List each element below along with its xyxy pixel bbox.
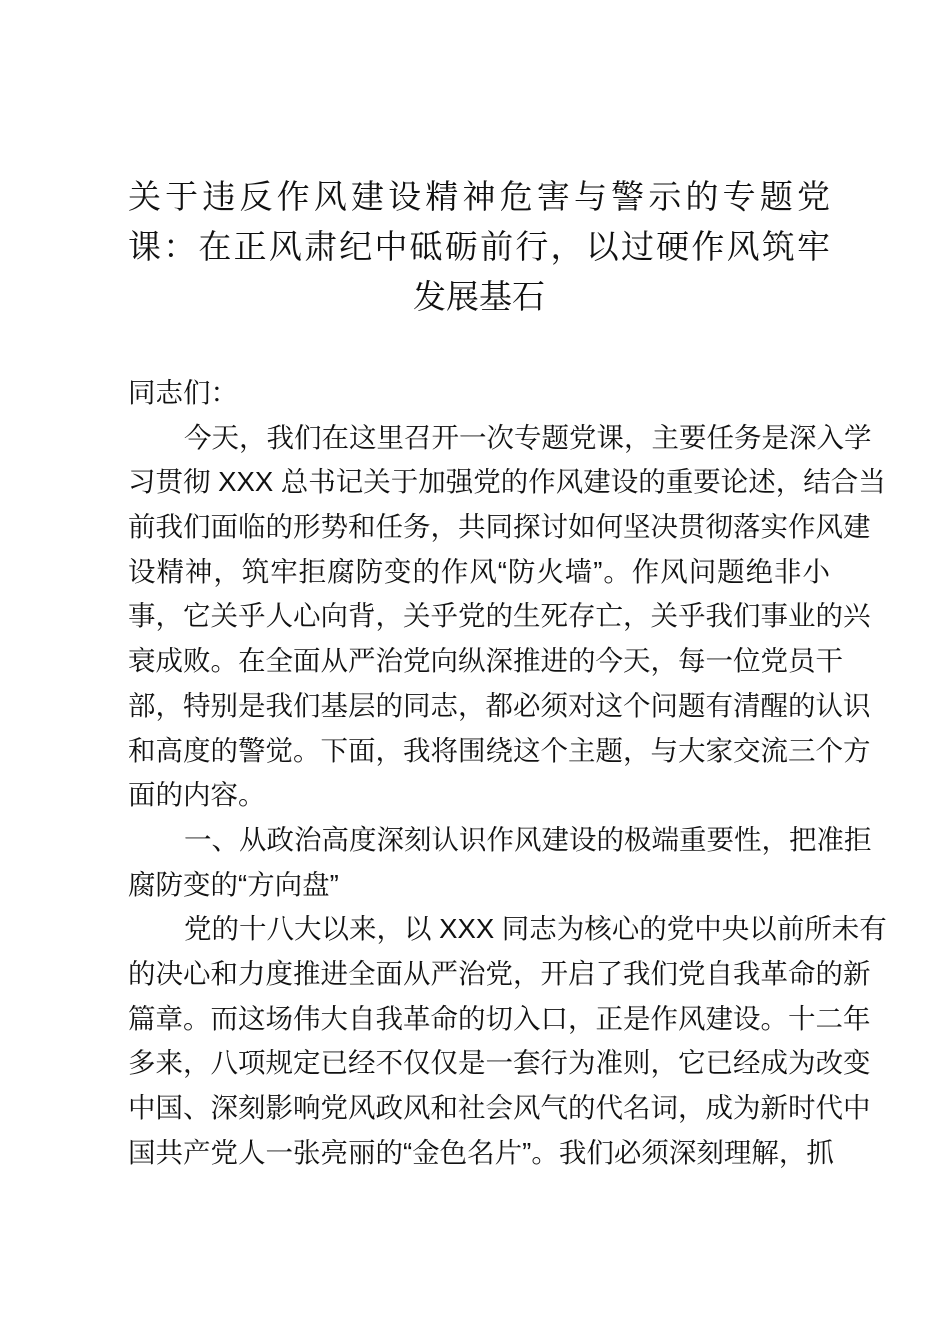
text-line: 前我们面临的形势和任务，共同探讨如何坚决贯彻落实作风建: [128, 511, 871, 543]
document-body: [128, 371, 887, 1175]
text-line: 中国、深刻影响党风政风和社会风气的代名词，成为新时代中: [128, 1092, 871, 1123]
salutation: 同志们：: [128, 377, 238, 408]
text-line: 多来，八项规定已经不仅仅是一套行为准则，它已经成为改变: [128, 1047, 871, 1079]
paragraph-intro: [128, 416, 886, 818]
text-line: 和高度的警觉。下面，我将围绕这个主题，与大家交流三个方: [128, 734, 871, 766]
title-line: 关于违反作风建设精神危害与警示的专题党: [128, 178, 830, 215]
text-line: 事，它关乎人心向背，关乎党的生死存亡，关乎我们事业的兴: [128, 600, 871, 632]
text-line: 衰成败。在全面从严治党向纵深推进的今天，每一位党员干: [128, 645, 843, 677]
heading-line: 腐防变的“方向盘”: [128, 868, 339, 900]
paragraph-section-1: [128, 907, 887, 1175]
text-line: 的决心和力度推进全面从严治党，开启了我们党自我革命的新: [128, 957, 871, 989]
section-heading-1: [128, 818, 872, 907]
heading-line: 一、从政治高度深刻认识作风建设的极端重要性，把准拒: [184, 823, 872, 855]
text-line: 部，特别是我们基层的同志，都必须对这个问题有清醒的认识: [128, 689, 871, 721]
text-line: 今天，我们在这里召开一次专题党课，主要任务是深入学: [184, 421, 872, 453]
text-line: 党的十八大以来，以 XXX 同志为核心的党中央以前所未有: [184, 913, 887, 945]
text-line: 习贯彻 XXX 总书记关于加强党的作风建设的重要论述，结合当: [128, 466, 886, 498]
text-line: 面的内容。: [128, 779, 266, 811]
title-line: 课：在正风肃纪中砥砺前行，以过硬作风筑牢: [128, 228, 830, 265]
text-line: 设精神，筑牢拒腐防变的作风“防火墙”。作风问题绝非小: [128, 555, 830, 587]
title-line: 发展基石: [413, 278, 545, 315]
text-line: 篇章。而这场伟大自我革命的切入口，正是作风建设。十二年: [128, 1002, 871, 1034]
document-title: [128, 172, 830, 322]
text-line: 国共产党人一张亮丽的“金色名片”。我们必须深刻理解，抓: [128, 1136, 834, 1168]
